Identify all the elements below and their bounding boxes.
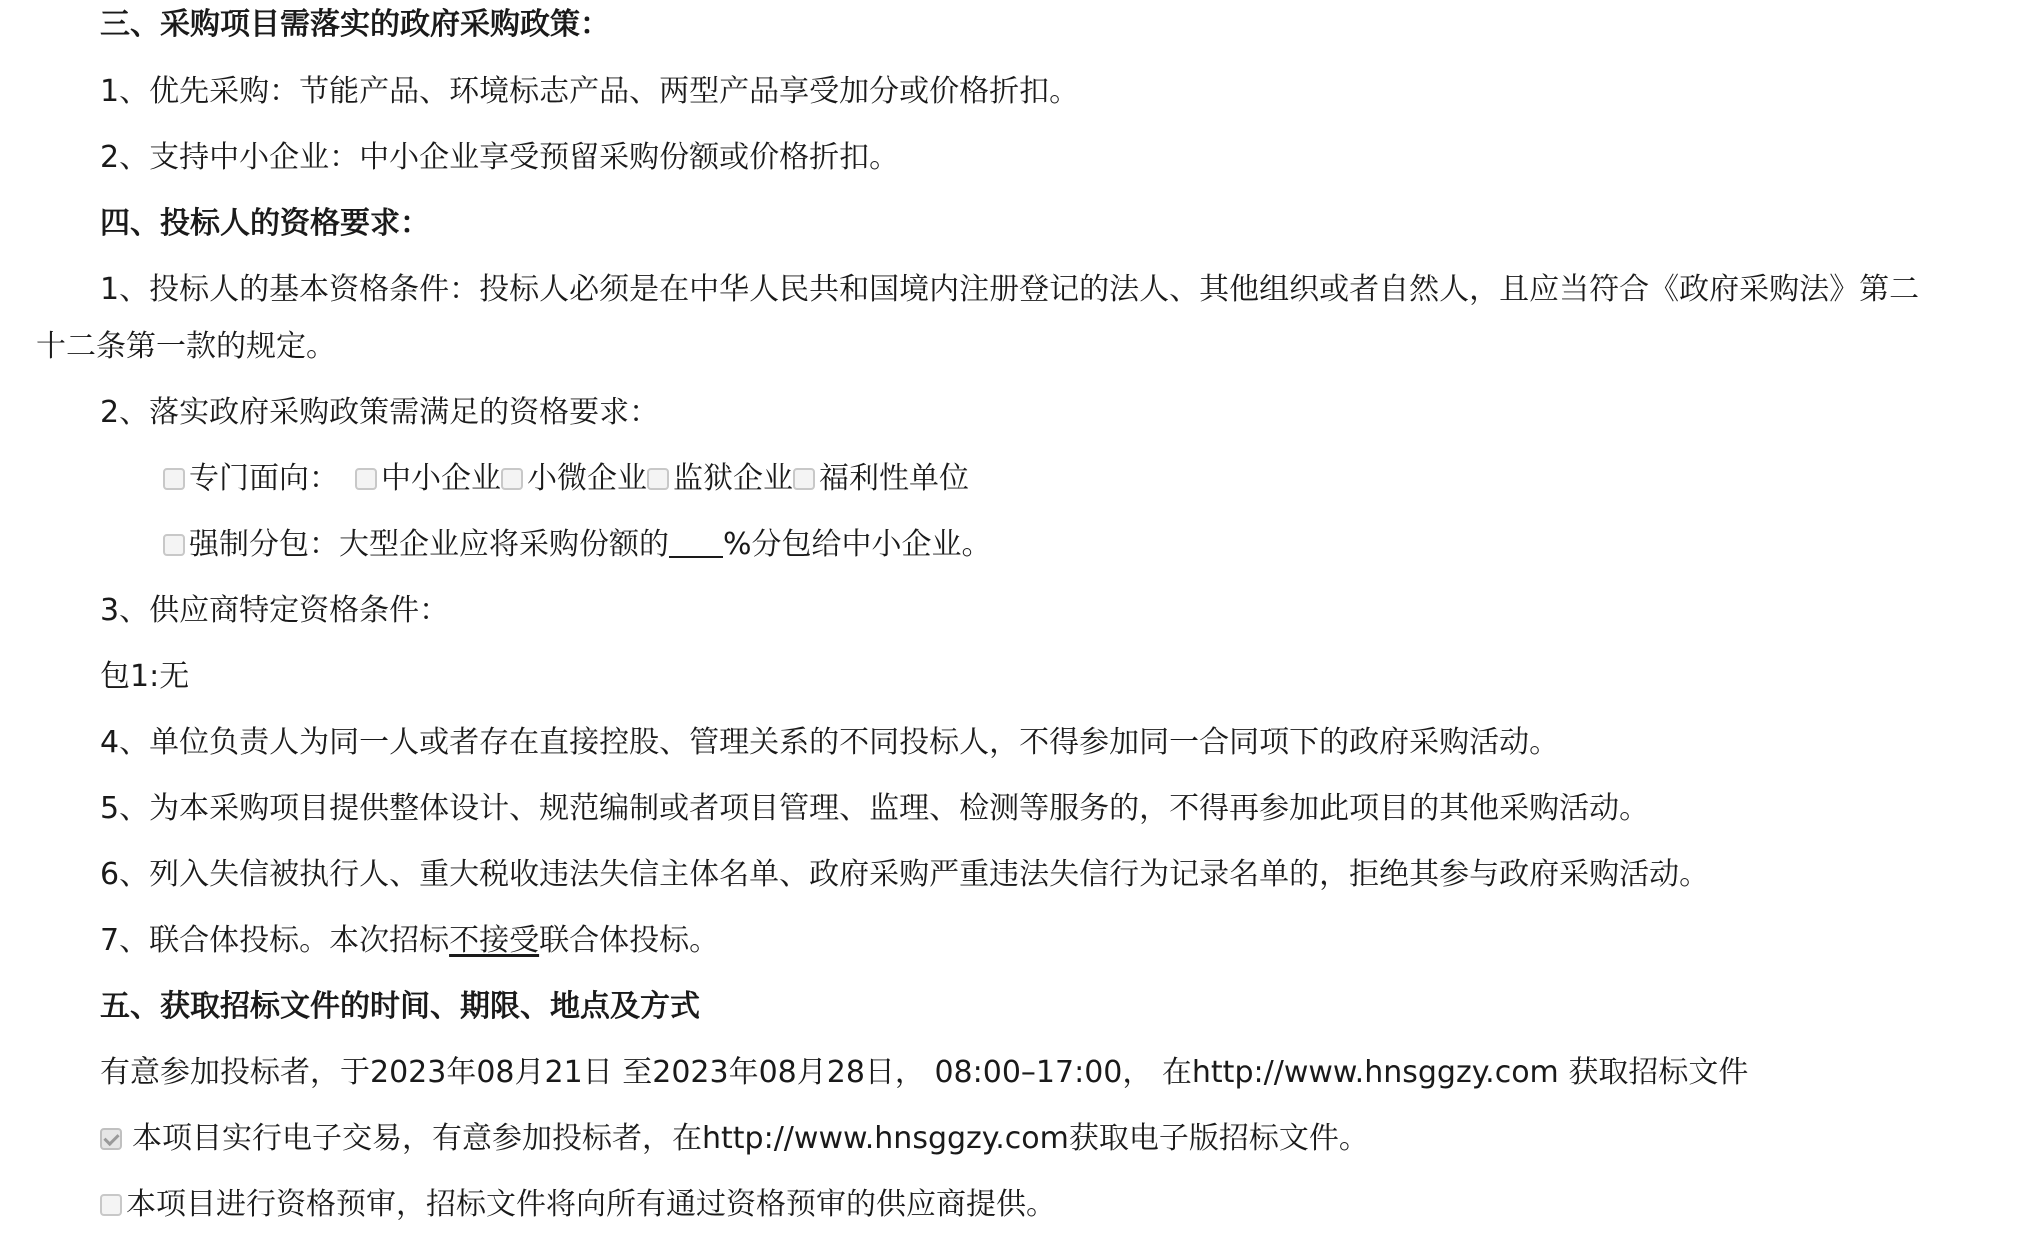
welfare-unit-label: 福利性单位 bbox=[819, 461, 969, 496]
package1-condition: 包1:无 bbox=[100, 659, 190, 694]
section3-item1: 1、优先采购：节能产品、环境标志产品、两型产品享受加分或价格折扣。 bbox=[100, 74, 1080, 109]
micro-enterprise-checkbox[interactable] bbox=[501, 468, 523, 490]
section4-item1-line1: 1、投标人的基本资格条件：投标人必须是在中华人民共和国境内注册登记的法人、其他组织或者自然人，且应当符合《政府采购法》第二 bbox=[100, 272, 1920, 307]
section4-item6: 6、列入失信被执行人、重大税收违法失信主体名单、政府采购严重违法失信行为记录名单的，拒绝其参与政府采购活动。 bbox=[100, 857, 1710, 892]
section4-heading: 四、投标人的资格要求： bbox=[100, 206, 430, 241]
sme-label: 中小企业 bbox=[381, 461, 501, 496]
electronic-trading-text: 本项目实行电子交易，有意参加投标者，在http://www.hnsggzy.com获取电子版招标文件。 bbox=[132, 1121, 1369, 1156]
prison-enterprise-checkbox[interactable] bbox=[647, 468, 669, 490]
mandatory-subcontract-checkbox[interactable] bbox=[163, 534, 185, 556]
section4-item7 bbox=[100, 921, 719, 961]
prison-enterprise-label: 监狱企业 bbox=[673, 461, 793, 496]
section4-item2: 2、落实政府采购政策需满足的资格要求： bbox=[100, 395, 660, 430]
mandatory-subcontract-row bbox=[163, 525, 992, 565]
special-oriented-row bbox=[163, 459, 969, 499]
subcontract-percent-blank bbox=[669, 528, 723, 558]
item7-emphasis: 不接受 bbox=[449, 923, 540, 958]
sme-checkbox[interactable] bbox=[355, 468, 377, 490]
item7-suffix: 联合体投标。 bbox=[539, 923, 720, 958]
section5-heading: 五、获取招标文件的时间、期限、地点及方式 bbox=[100, 989, 700, 1024]
prequalification-checkbox[interactable] bbox=[100, 1194, 122, 1216]
electronic-trading-row bbox=[100, 1119, 1369, 1159]
mandatory-subcontract-prefix: 强制分包：大型企业应将采购份额的 bbox=[189, 527, 669, 562]
section3-heading: 三、采购项目需落实的政府采购政策： bbox=[100, 7, 610, 42]
prequalification-row bbox=[100, 1185, 1056, 1225]
electronic-trading-checkbox[interactable] bbox=[100, 1128, 122, 1150]
section4-item4: 4、单位负责人为同一人或者存在直接控股、管理关系的不同投标人，不得参加同一合同项下的政府采购活动。 bbox=[100, 725, 1560, 760]
section4-item3: 3、供应商特定资格条件： bbox=[100, 593, 450, 628]
special-oriented-checkbox[interactable] bbox=[163, 468, 185, 490]
section5-period: 有意参加投标者，于2023年08月21日 至2023年08月28日， 08:00–17:00， 在http://www.hnsggzy.com 获取招标文件 bbox=[100, 1055, 1749, 1090]
prequalification-text: 本项目进行资格预审，招标文件将向所有通过资格预审的供应商提供。 bbox=[126, 1187, 1056, 1222]
special-oriented-label: 专门面向： bbox=[189, 461, 339, 496]
section3-item2: 2、支持中小企业：中小企业享受预留采购份额或价格折扣。 bbox=[100, 140, 900, 175]
micro-enterprise-label: 小微企业 bbox=[527, 461, 647, 496]
mandatory-subcontract-suffix: %分包给中小企业。 bbox=[723, 527, 992, 562]
welfare-unit-checkbox[interactable] bbox=[793, 468, 815, 490]
item7-prefix: 7、联合体投标。本次招标 bbox=[100, 923, 450, 958]
section4-item1-line2: 十二条第一款的规定。 bbox=[36, 329, 336, 364]
section4-item5: 5、为本采购项目提供整体设计、规范编制或者项目管理、监理、检测等服务的，不得再参加此项目的其他采购活动。 bbox=[100, 791, 1650, 826]
